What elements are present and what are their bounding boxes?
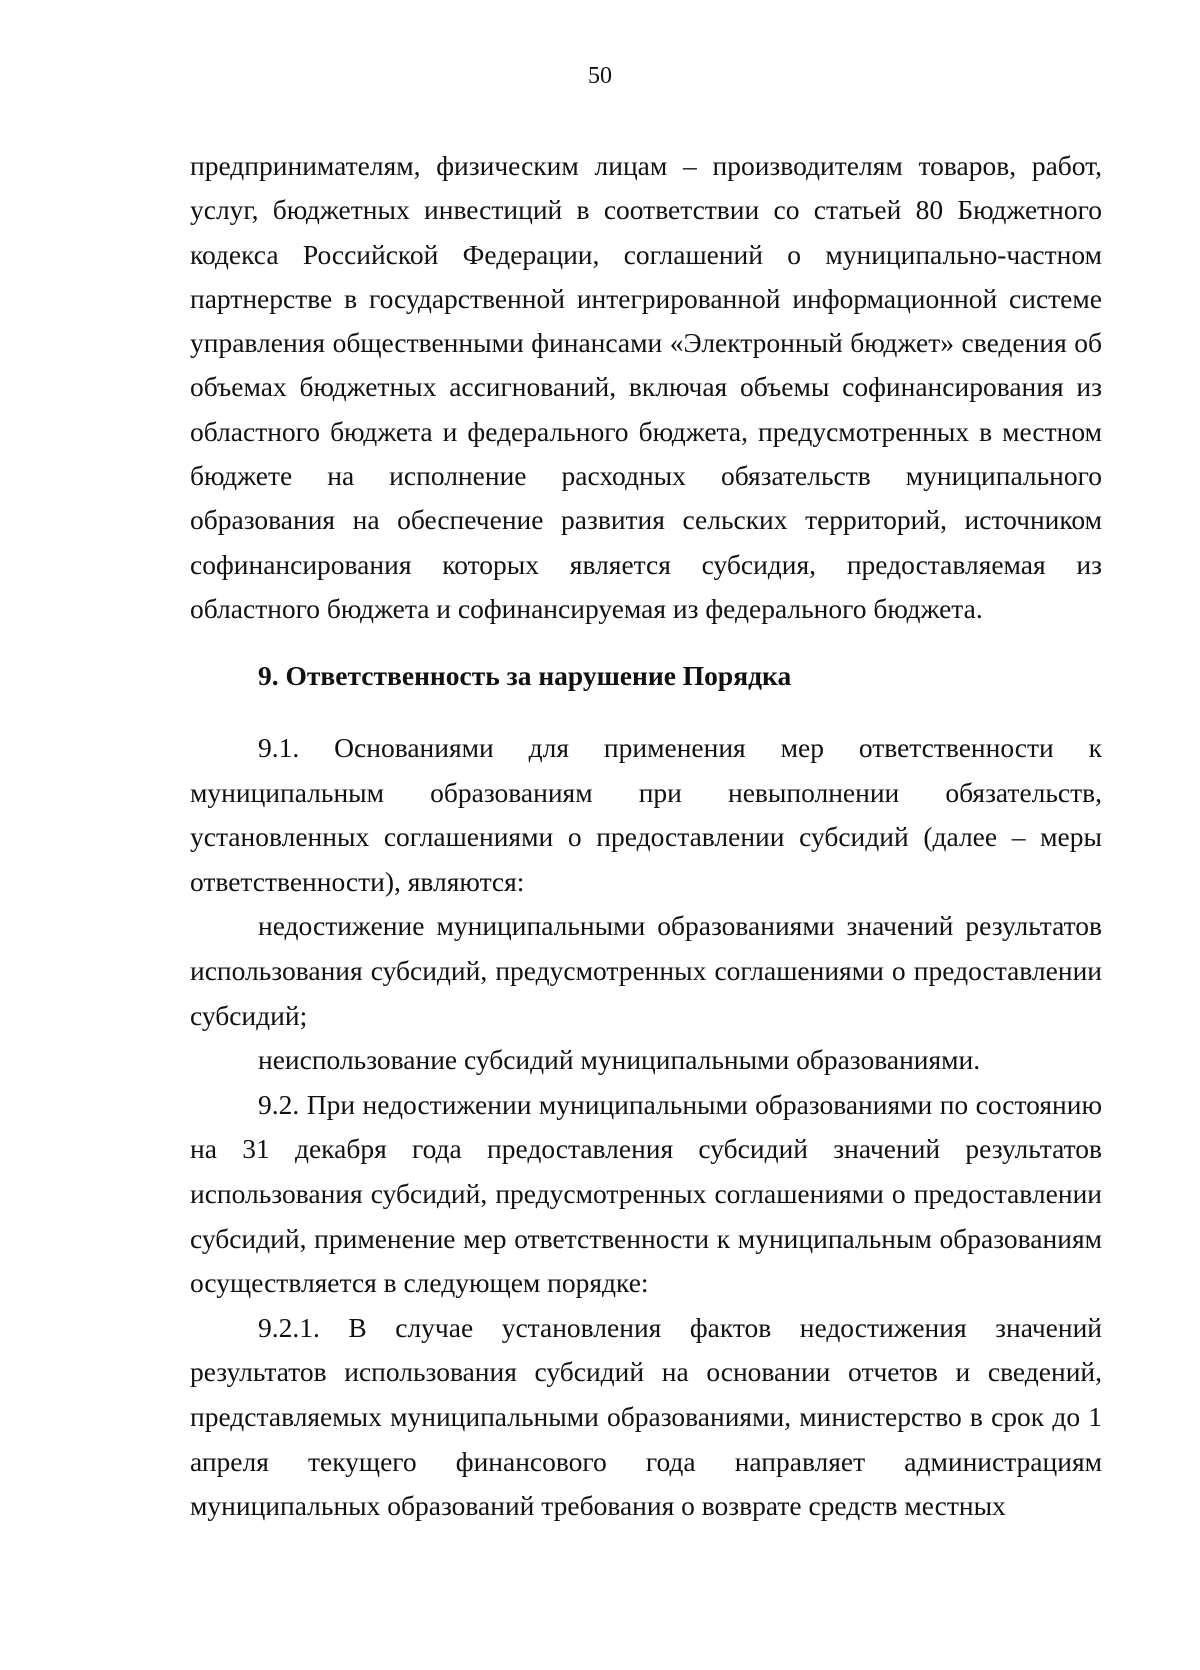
paragraph-9-2: 9.2. При недостижении муниципальными образованиями по состоянию на 31 декабря года предоставления субсидий значений результатов использования субсидий, предусмотренных соглашениями о предоставлении субсидий, применение мер ответственности к муниципальным образованиям осуществляется в следующем порядке: <box>190 1088 1102 1299</box>
list-item-non-achievement: недостижение муниципальными образованиями значений результатов использования субсидий, предусмотренных соглашениями о предоставлении субсидий; <box>190 910 1102 1031</box>
page-number: 50 <box>588 63 612 89</box>
section-heading: 9. Ответственность за нарушение Порядка <box>258 660 792 691</box>
document-body-top <box>190 144 1102 631</box>
paragraph-9-2-1: 9.2.1. В случае установления фактов недостижения значений результатов использования субсидий на основании отчетов и сведений, представляемых муниципальными образованиями, министерство в срок до 1 апреля текущего финансового года направляет администрациям муниципальных образований требования о возврате средств местных <box>190 1311 1102 1522</box>
document-body-section <box>190 726 1102 1529</box>
continuation-paragraph: предпринимателям, физическим лицам – производителям товаров, работ, услуг, бюджетных инвестиций в соответствии со статьей 80 Бюджетного кодекса Российской Федерации, соглашений о муниципально-частном партнерстве в государственной интегрированной информационной системе управления общественными финансами «Электронный бюджет» сведения об объемах бюджетных ассигнований, включая объемы софинансирования из областного бюджета и федерального бюджета, предусмотренных в местном бюджете на исполнение расходных обязательств муниципального образования на обеспечение развития сельских территорий, источником софинансирования которых является субсидия, предоставляемая из областного бюджета и софинансируемая из федерального бюджета. <box>190 150 1102 624</box>
paragraph-9-1: 9.1. Основаниями для применения мер ответственности к муниципальным образованиям при невыполнении обязательств, установленных соглашениями о предоставлении субсидий (далее – меры ответственности), являются: <box>190 732 1102 897</box>
list-item-non-use: неиспользование субсидий муниципальными образованиями. <box>258 1044 981 1076</box>
